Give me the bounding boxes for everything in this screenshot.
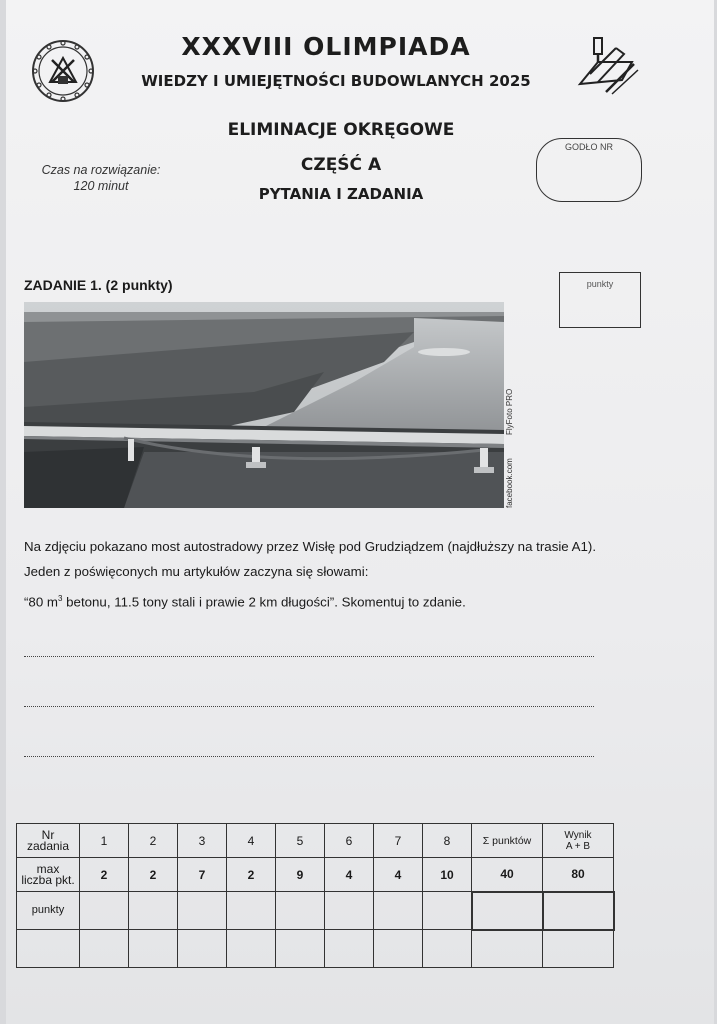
- max-points-5: 9: [276, 858, 325, 892]
- max-points-8: 10: [423, 858, 472, 892]
- empty-cell[interactable]: [325, 930, 374, 968]
- godlo-label: GODŁO NR: [564, 142, 613, 152]
- max-points-4: 2: [227, 858, 276, 892]
- task-number-7: 7: [374, 824, 423, 858]
- photo-credit-flyfoto: FlyFoto PRO: [505, 388, 514, 435]
- olympiad-title: XXXVIII OLIMPIADA: [181, 32, 471, 61]
- table-header-max: max liczba pkt.: [17, 858, 80, 892]
- task-number-2: 2: [129, 824, 178, 858]
- empty-cell[interactable]: [227, 930, 276, 968]
- task-number-6: 6: [325, 824, 374, 858]
- score-cell[interactable]: [276, 892, 325, 930]
- empty-cell[interactable]: [543, 930, 614, 968]
- result-header: Wynik A + B: [543, 824, 614, 858]
- points-box-label: punkty: [586, 279, 614, 289]
- task1-text-line3: [24, 594, 466, 609]
- olympiad-subtitle: WIEDZY I UMIEJĘTNOŚCI BUDOWLANYCH 2025: [141, 72, 531, 90]
- max-points-2: 2: [129, 858, 178, 892]
- max-points-7: 4: [374, 858, 423, 892]
- score-table: [16, 823, 615, 968]
- max-points-1: 2: [80, 858, 129, 892]
- max-points-3: 7: [178, 858, 227, 892]
- quote-sup: 3: [58, 594, 63, 603]
- task-number-1: 1: [80, 824, 129, 858]
- table-row: [17, 858, 614, 892]
- sum-score-cell[interactable]: [472, 892, 543, 930]
- score-cell[interactable]: [423, 892, 472, 930]
- task-number-3: 3: [178, 824, 227, 858]
- photo-credit-facebook: facebook.com: [505, 458, 514, 508]
- empty-cell[interactable]: [374, 930, 423, 968]
- answer-line-3[interactable]: [24, 756, 594, 757]
- table-row: [17, 930, 614, 968]
- empty-cell[interactable]: [423, 930, 472, 968]
- sum-max-value: 40: [472, 858, 543, 892]
- score-cell[interactable]: [80, 892, 129, 930]
- score-cell[interactable]: [129, 892, 178, 930]
- task-number-4: 4: [227, 824, 276, 858]
- trowel-hammer-icon: [572, 34, 640, 96]
- table-row: [17, 824, 614, 858]
- max-points-6: 4: [325, 858, 374, 892]
- time-info: [21, 162, 181, 194]
- godlo-box[interactable]: [536, 138, 642, 202]
- score-cell[interactable]: [178, 892, 227, 930]
- quote-post: betonu, 11.5 tony stali i prawie 2 km długości”. Skomentuj to zdanie.: [62, 594, 466, 610]
- result-score-cell[interactable]: [543, 892, 614, 930]
- stage-title: ELIMINACJE OKRĘGOWE: [227, 120, 455, 140]
- section-title: PYTANIA I ZADANIA: [258, 185, 424, 203]
- part-title: CZĘŚĆ A: [300, 155, 382, 175]
- score-cell[interactable]: [325, 892, 374, 930]
- score-cell[interactable]: [227, 892, 276, 930]
- sum-header: Σ punktów: [472, 824, 543, 858]
- table-row: [17, 892, 614, 930]
- olympiad-emblem-icon: [30, 38, 96, 104]
- bridge-photo: [24, 302, 504, 508]
- answer-line-1[interactable]: [24, 656, 594, 657]
- task1-text-line2: Jeden z poświęconych mu artykułów zaczyna się słowami:: [24, 564, 369, 579]
- result-max-value: 80: [543, 858, 614, 892]
- empty-cell[interactable]: [178, 930, 227, 968]
- time-label: Czas na rozwiązanie:: [41, 163, 161, 177]
- task1-text-line1: Na zdjęciu pokazano most autostradowy przez Wisłę pod Grudziądzem (najdłuższy na trasie A1).: [24, 539, 597, 554]
- table-header-nr: Nr zadania: [17, 824, 80, 858]
- task1-points-box[interactable]: [559, 272, 641, 328]
- photo-credit: [502, 360, 516, 510]
- empty-cell[interactable]: [80, 930, 129, 968]
- task1-heading: ZADANIE 1. (2 punkty): [24, 277, 173, 293]
- task-number-5: 5: [276, 824, 325, 858]
- empty-cell: [17, 930, 80, 968]
- time-value: 120 minut: [73, 179, 129, 193]
- empty-cell[interactable]: [472, 930, 543, 968]
- empty-cell[interactable]: [129, 930, 178, 968]
- task-number-8: 8: [423, 824, 472, 858]
- answer-line-2[interactable]: [24, 706, 594, 707]
- score-cell[interactable]: [374, 892, 423, 930]
- empty-cell[interactable]: [276, 930, 325, 968]
- quote-pre: “80 m: [24, 594, 58, 610]
- table-header-punkty: punkty: [17, 892, 80, 930]
- exam-sheet: [6, 0, 714, 1024]
